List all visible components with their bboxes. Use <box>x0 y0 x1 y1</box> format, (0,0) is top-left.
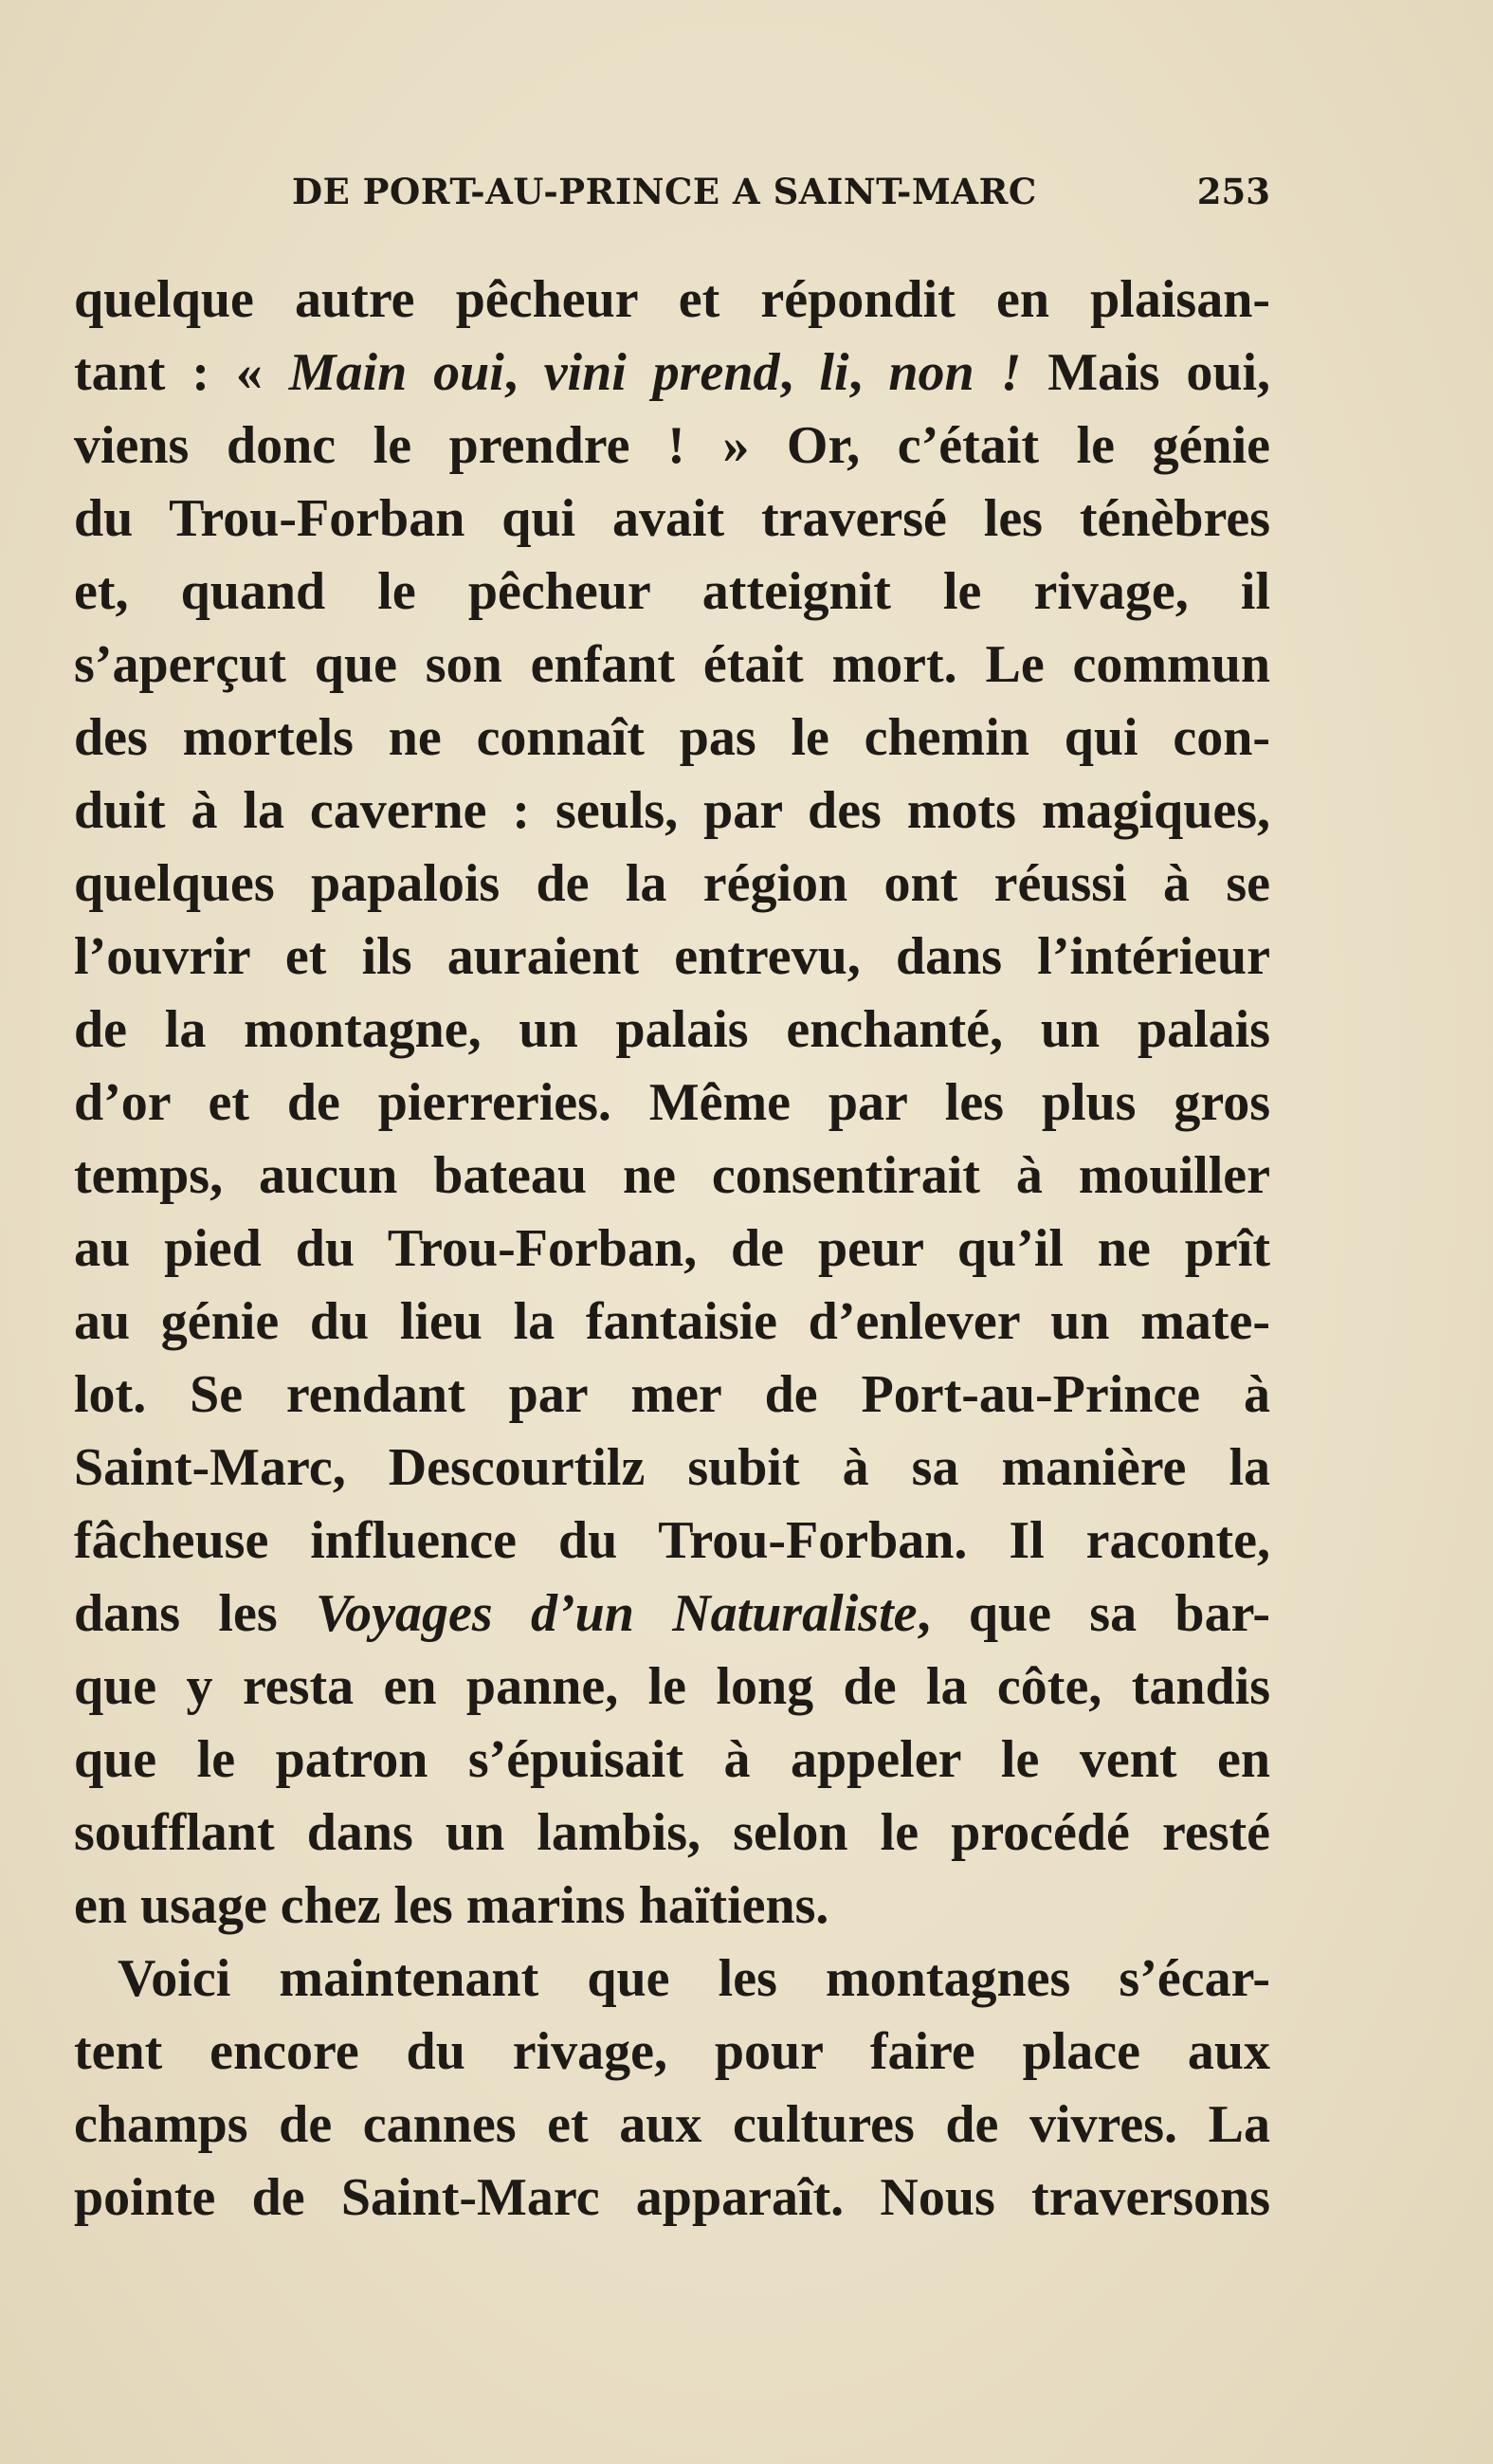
italic-text: Voyages d’un Naturaliste <box>315 1584 918 1643</box>
text-line: d’or et de pierreries. Même par les plus gros <box>74 1073 1270 1132</box>
text-line: duit à la caverne : seuls, par des mots magiques, <box>74 781 1270 840</box>
text-line: quelque autre pêcheur et répondit en plaisan- <box>74 270 1270 329</box>
text-span: , <box>503 343 544 402</box>
text-line: Voici maintenant que les montagnes s’écar- <box>118 1949 1270 2008</box>
text-line: fâcheuse influence du Trou-Forban. Il raconte, <box>74 1511 1270 1570</box>
page-number: 253 <box>1196 171 1270 212</box>
text-line: l’ouvrir et ils auraient entrevu, dans l’intérieur <box>74 927 1270 986</box>
text-line: des mortels ne connaît pas le chemin qui con- <box>74 708 1270 767</box>
text-line: champs de cannes et aux cultures de vivres. La <box>74 2095 1270 2154</box>
text-line <box>74 1578 1270 1651</box>
body-text <box>74 264 1270 2235</box>
text-line: au pied du Trou-Forban, de peur qu’il ne prît <box>74 1219 1270 1278</box>
text-line: pointe de Saint-Marc apparaît. Nous traversons <box>74 2168 1270 2227</box>
text-line <box>74 337 1270 410</box>
text-line: viens donc le prendre ! » Or, c’était le génie <box>74 416 1270 475</box>
text-span: , <box>848 343 889 402</box>
text-span: dans les <box>74 1584 316 1643</box>
text-line: du Trou-Forban qui avait traversé les ténèbres <box>74 489 1270 548</box>
text-line: en usage chez les marins haïtiens. <box>74 1876 829 1935</box>
text-line: quelques papalois de la région ont réussi à se <box>74 854 1270 913</box>
italic-text: li <box>819 343 849 402</box>
text-line: et, quand le pêcheur atteignit le rivage, il <box>74 562 1270 621</box>
text-span: Mais oui, <box>1021 343 1270 402</box>
text-line: que y resta en panne, le long de la côte, tandis <box>74 1657 1270 1716</box>
italic-text: non ! <box>888 343 1022 402</box>
text-span: , que sa bar- <box>917 1584 1270 1643</box>
running-title: DE PORT-AU-PRINCE A SAINT-MARC <box>292 171 1037 212</box>
text-line: temps, aucun bateau ne consentirait à mouiller <box>74 1146 1270 1205</box>
text-line: tent encore du rivage, pour faire place aux <box>74 2022 1270 2081</box>
running-head <box>74 171 1270 224</box>
text-span: tant : « <box>74 343 289 402</box>
text-line: s’aperçut que son enfant était mort. Le commun <box>74 635 1270 694</box>
text-span: , <box>779 343 820 402</box>
text-line: au génie du lieu la fantaisie d’enlever un mate- <box>74 1292 1270 1351</box>
text-line: lot. Se rendant par mer de Port-au-Prince à <box>74 1365 1270 1424</box>
italic-text: Main oui <box>288 343 504 402</box>
text-line: Saint-Marc, Descourtilz subit à sa manière la <box>74 1438 1270 1497</box>
italic-text: vini prend <box>543 343 780 402</box>
text-line: de la montagne, un palais enchanté, un palais <box>74 1000 1270 1059</box>
text-line: que le patron s’épuisait à appeler le vent en <box>74 1730 1270 1789</box>
text-line: soufflant dans un lambis, selon le procédé resté <box>74 1803 1270 1862</box>
